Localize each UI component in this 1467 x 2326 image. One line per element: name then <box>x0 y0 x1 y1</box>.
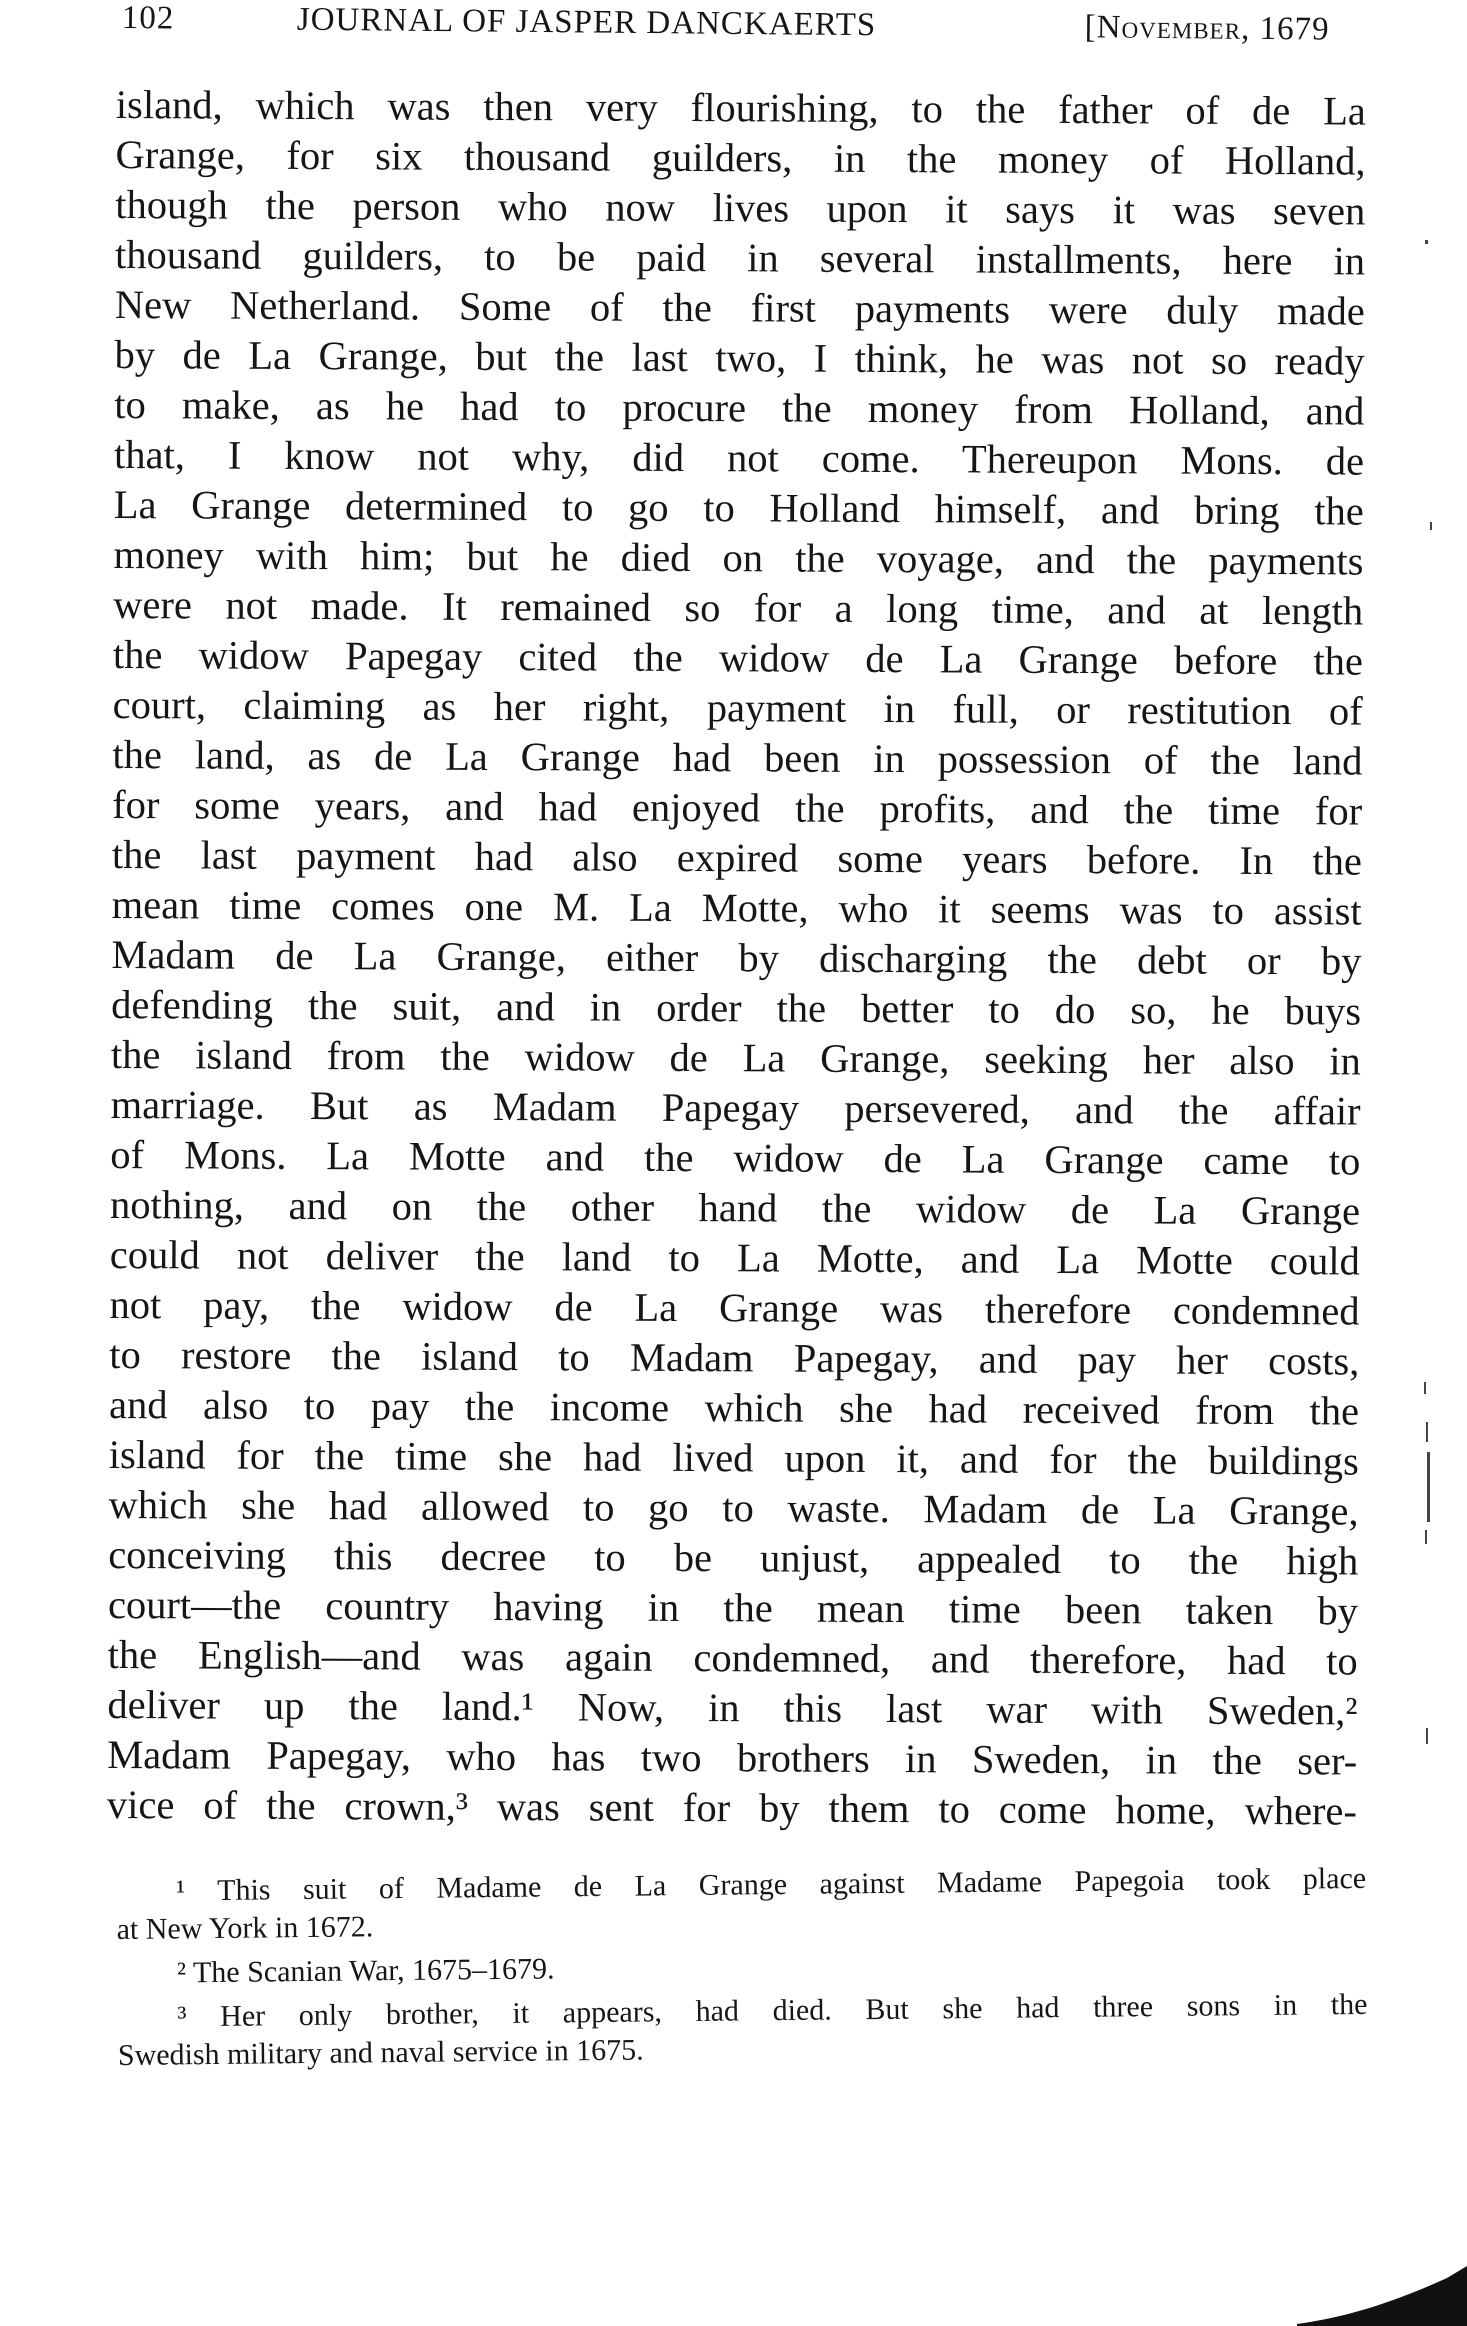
margin-mark <box>1430 522 1432 530</box>
margin-mark <box>1425 240 1428 244</box>
body-line: thousand guilders, to be paid in several installments, here in <box>114 231 1366 284</box>
running-title: JOURNAL OF JASPER DANCKAERTS <box>296 1 877 44</box>
body-line: the English—and was again condemned, and therefore, had to <box>107 1631 1358 1684</box>
footnote-3-line: Swedish military and naval service in 1675. <box>117 2033 644 2072</box>
margin-mark <box>1427 1452 1430 1522</box>
body-line: court, claiming as her right, payment in full, or restitution of <box>112 681 1363 734</box>
footnote-2-line: ² The Scanian War, 1675–1679. <box>176 1952 555 1990</box>
body-line: the widow Papegay cited the widow de La Grange before the <box>112 631 1364 684</box>
body-line: were not made. It remained so for a long time, and at length <box>113 581 1364 634</box>
margin-mark <box>1424 1382 1426 1394</box>
footnote-3-line: ³ Her only brother, it appears, had died. But she had three sons in the <box>177 1987 1368 2034</box>
body-line: and also to pay the income which she had received from the <box>108 1381 1360 1434</box>
margin-mark <box>1425 1530 1427 1544</box>
margin-mark <box>1426 1422 1428 1442</box>
body-line: could not deliver the land to La Motte, and La Motte could <box>109 1231 1360 1284</box>
body-line: of Mons. La Motte and the widow de La Grange came to <box>110 1131 1361 1184</box>
running-date: [November, 1679 <box>1084 9 1330 48</box>
body-line: vice of the crown,³ was sent for by them to come home, where- <box>106 1781 1358 1834</box>
body-line: La Grange determined to go to Holland himself, and bring the <box>113 481 1364 534</box>
body-line: the last payment had also expired some years before. In the <box>111 831 1363 884</box>
body-line: Madam de La Grange, either by discharging the debt or by <box>111 931 1362 984</box>
body-line: mean time comes one M. La Motte, who it seems was to assist <box>111 881 1362 934</box>
body-line: Madam Papegay, who has two brothers in Sweden, in the ser- <box>107 1731 1358 1784</box>
footnote-1-line: at New York in 1672. <box>116 1910 374 1946</box>
body-line: marriage. But as Madam Papegay persevered, and the affair <box>110 1081 1361 1134</box>
body-line: defending the suit, and in order the better to do so, he buys <box>111 981 1362 1034</box>
body-line: conceiving this decree to be unjust, appealed to the high <box>108 1531 1359 1584</box>
body-line: though the person who now lives upon it says it was seven <box>115 181 1366 234</box>
body-line: which she had allowed to go to waste. Madam de La Grange, <box>108 1481 1359 1534</box>
body-text <box>107 80 1366 1837</box>
running-head <box>122 0 1372 62</box>
body-line: New Netherland. Some of the first payments were duly made <box>114 281 1365 334</box>
body-line: the island from the widow de La Grange, seeking her also in <box>110 1031 1361 1084</box>
body-line: Grange, for six thousand guilders, in the money of Holland, <box>115 131 1366 184</box>
body-line: to make, as he had to procure the money from Holland, and <box>114 381 1365 434</box>
page-corner-shadow <box>1297 2256 1467 2326</box>
body-line: island for the time she had lived upon it, and for the buildings <box>108 1431 1359 1484</box>
body-line: deliver up the land.¹ Now, in this last war with Sweden,² <box>107 1681 1358 1734</box>
body-line: nothing, and on the other hand the widow de La Grange <box>109 1181 1361 1234</box>
body-line: court—the country having in the mean time been taken by <box>107 1581 1359 1634</box>
page-number: 102 <box>121 0 175 37</box>
body-line: not pay, the widow de La Grange was therefore condemned <box>109 1281 1360 1334</box>
body-line: for some years, and had enjoyed the profits, and the time for <box>112 781 1363 834</box>
body-line: island, which was then very flourishing, to the father of de La <box>115 81 1366 134</box>
body-line: the land, as de La Grange had been in possession of the land <box>112 731 1363 784</box>
body-line: by de La Grange, but the last two, I think, he was not so ready <box>114 331 1365 384</box>
margin-mark <box>1426 1728 1428 1744</box>
body-line: money with him; but he died on the voyage, and the payments <box>113 531 1364 584</box>
footnote-1-line: ¹ This suit of Madame de La Grange against Madame Papegoia took place <box>176 1861 1367 1908</box>
footnotes <box>116 1860 1368 2075</box>
body-line: that, I know not why, did not come. Thereupon Mons. de <box>113 431 1365 484</box>
body-line: to restore the island to Madam Papegay, and pay her costs, <box>109 1331 1360 1384</box>
